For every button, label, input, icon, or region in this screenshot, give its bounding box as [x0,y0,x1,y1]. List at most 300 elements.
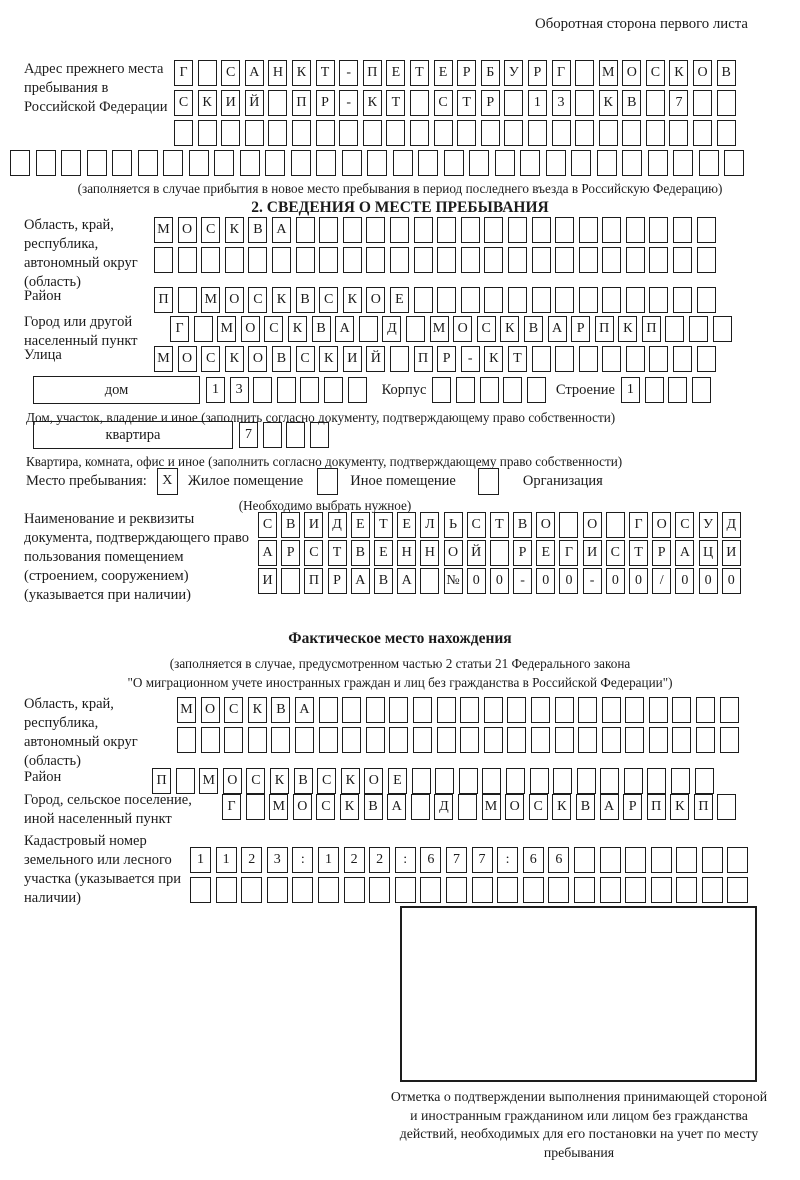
prev-address-rows [174,60,736,150]
char-cell: А [600,794,619,820]
stay-option-other: Иное помещение [350,473,456,489]
char-cell [221,120,240,146]
char-cell [406,316,425,342]
char-cell [418,150,438,176]
char-cell [10,150,30,176]
char-cell: С [675,512,694,538]
char-cell [316,120,335,146]
char-cell [649,247,668,273]
char-cell [673,217,692,243]
char-cell [575,90,594,116]
char-cell [437,287,456,313]
char-cell [724,150,744,176]
char-cell: О [201,697,220,723]
char-cell: О [622,60,641,86]
char-cell: 0 [722,568,741,594]
char-cell [626,287,645,313]
char-cell [177,727,196,753]
char-cell [692,377,711,403]
char-cell: К [225,217,244,243]
char-cell [390,346,409,372]
char-cell [457,120,476,146]
char-cell [366,217,385,243]
char-cell [693,120,712,146]
char-cell: Г [552,60,571,86]
char-cell: Е [390,287,409,313]
char-cell: Р [652,540,671,566]
char-cell: Н [268,60,287,86]
char-cell: В [524,316,543,342]
char-cell: 1 [206,377,225,403]
char-cell: Д [722,512,741,538]
char-cell: К [272,287,291,313]
char-cell [578,727,597,753]
char-cell [484,217,503,243]
char-cell [295,727,314,753]
char-cell: Г [170,316,189,342]
char-cell [348,377,367,403]
char-cell [216,877,237,903]
char-cell [702,847,723,873]
fact-location-title: Фактическое место нахождения [288,630,512,647]
char-cell [458,794,477,820]
char-cell: Г [559,540,578,566]
char-cell [532,346,551,372]
char-cell: Е [351,512,370,538]
char-cell: Г [222,794,241,820]
char-cell: Г [629,512,648,538]
char-cell [296,217,315,243]
char-cell [579,287,598,313]
char-cell [602,287,621,313]
char-cell: П [152,768,171,794]
char-cell [461,247,480,273]
char-cell [508,217,527,243]
char-cell [277,377,296,403]
char-cell: Ц [699,540,718,566]
char-cell: 3 [552,90,571,116]
region-rows [154,217,716,277]
char-cell [460,697,479,723]
char-cell: Е [388,768,407,794]
char-cell [310,422,329,448]
char-cell: 1 [528,90,547,116]
document-block [24,510,741,605]
city-label: Город или другой населенный пункт [24,314,138,349]
char-cell [178,287,197,313]
fact-region-row-2 [177,727,739,753]
char-cell [646,120,665,146]
char-cell [343,247,362,273]
char-cell [497,877,518,903]
char-cell [198,60,217,86]
char-cell: М [430,316,449,342]
char-cell: 2 [369,847,390,873]
char-cell [669,120,688,146]
char-cell: П [414,346,433,372]
char-cell: Б [481,60,500,86]
char-cell [668,377,687,403]
char-cell [504,120,523,146]
char-cell: К [484,346,503,372]
char-cell: К [292,60,311,86]
fact-district-label: Район [24,769,62,785]
char-cell [622,150,642,176]
char-cell [366,727,385,753]
char-cell: 0 [629,568,648,594]
char-cell: В [364,794,383,820]
char-cell [484,727,503,753]
confirmation-stamp-caption: Отметка о подтверждении выполнения принимающей стороной и иностранным гражданином или лицом без гражданства действий, необходимых для его постановки на учет по месту пребывания [390,1089,768,1160]
char-cell [369,877,390,903]
char-cell [194,316,213,342]
char-cell [574,877,595,903]
char-cell [268,120,287,146]
char-cell [649,287,668,313]
char-cell [36,150,56,176]
char-cell: А [335,316,354,342]
char-cell: А [272,217,291,243]
char-cell [548,877,569,903]
char-cell: Т [374,512,393,538]
region-label: Область, край, республика, автономный округ (область) [24,217,138,290]
char-cell: М [599,60,618,86]
char-cell: 0 [699,568,718,594]
char-cell: Д [328,512,347,538]
apartment-field-label: квартира [33,421,233,449]
char-cell: К [340,794,359,820]
char-cell: Д [382,316,401,342]
house-caption: Дом, участок, владение и иное (заполнить согласно документу, подтверждающему право собственности) [26,410,616,425]
char-cell: В [271,697,290,723]
char-cell: К [363,90,382,116]
char-cell [504,90,523,116]
char-cell [414,217,433,243]
char-cell [342,697,361,723]
char-cell: К [341,768,360,794]
char-cell: О [364,768,383,794]
char-cell [359,316,378,342]
cadastral-row-1 [190,847,748,873]
char-cell [214,150,234,176]
char-cell [649,217,668,243]
char-cell [344,877,365,903]
char-cell: С [317,768,336,794]
char-cell [495,150,515,176]
char-cell: К [225,346,244,372]
char-cell [461,217,480,243]
char-cell [366,697,385,723]
char-cell [414,287,433,313]
char-cell: С [201,217,220,243]
char-cell [292,877,313,903]
char-cell: С [258,512,277,538]
prev-address-row-4 [10,150,744,176]
cadastral-row-2 [190,877,748,903]
char-cell [602,247,621,273]
char-cell [319,217,338,243]
char-cell [578,697,597,723]
char-cell: : [292,847,313,873]
char-cell: 0 [675,568,694,594]
cadastral-rows [190,847,748,907]
char-cell [625,877,646,903]
char-cell: О [693,60,712,86]
char-cell: И [583,540,602,566]
char-cell [672,697,691,723]
char-cell [461,287,480,313]
char-cell [574,847,595,873]
char-cell: - [513,568,532,594]
char-cell: 1 [216,847,237,873]
prev-address-label: Адрес прежнего места пребывания в Российской Федерации [24,61,168,115]
char-cell [248,247,267,273]
char-cell: 7 [446,847,467,873]
char-cell [395,877,416,903]
char-cell [673,247,692,273]
char-cell: Г [174,60,193,86]
char-cell: 7 [472,847,493,873]
char-cell [460,727,479,753]
char-cell: И [258,568,277,594]
char-cell [246,794,265,820]
street-block [24,346,716,372]
char-cell: В [294,768,313,794]
region-row-1 [154,217,716,243]
char-cell: Н [420,540,439,566]
char-cell: С [477,316,496,342]
char-cell [673,346,692,372]
char-cell [410,90,429,116]
char-cell [696,727,715,753]
char-cell: В [248,217,267,243]
char-cell [414,247,433,273]
char-cell [286,422,305,448]
char-cell: М [177,697,196,723]
char-cell: А [548,316,567,342]
char-cell [546,150,566,176]
fact-location-caption-2: "О миграционном учете иностранных граждан и лиц без гражданства в Российской Федерации") [127,675,673,690]
prev-address-caption: (заполняется в случае прибытия в новое место пребывания в период последнего въезда в Российскую Федерацию) [77,181,723,196]
char-cell [112,150,132,176]
char-cell: В [312,316,331,342]
char-cell [532,287,551,313]
fact-region-block [24,695,739,771]
char-cell: С [529,794,548,820]
char-cell: К [319,346,338,372]
char-cell [555,247,574,273]
char-cell [469,150,489,176]
stroenie-row [621,377,711,403]
char-cell: И [722,540,741,566]
char-cell [720,697,739,723]
char-cell [224,727,243,753]
char-cell [198,120,217,146]
char-cell [672,727,691,753]
char-cell [645,377,664,403]
char-cell [503,377,522,403]
char-cell [393,150,413,176]
char-cell: Е [397,512,416,538]
char-cell: П [595,316,614,342]
char-cell [201,727,220,753]
char-cell [689,316,708,342]
char-cell: О [583,512,602,538]
char-cell: Д [434,794,453,820]
char-cell [602,217,621,243]
stay-option-residential: Жилое помещение [187,473,304,489]
char-cell [602,697,621,723]
char-cell: М [199,768,218,794]
char-cell: С [221,60,240,86]
apartment-row [239,422,329,448]
char-cell: А [245,60,264,86]
char-cell: С [319,287,338,313]
char-cell: Ь [444,512,463,538]
char-cell [138,150,158,176]
char-cell: М [482,794,501,820]
char-cell: - [339,90,358,116]
char-cell [420,877,441,903]
apartment-block [33,421,329,449]
char-cell [625,697,644,723]
char-cell: О [225,287,244,313]
char-cell [386,120,405,146]
char-cell [342,727,361,753]
char-cell [178,247,197,273]
document-row-1 [258,512,741,538]
char-cell: П [154,287,173,313]
char-cell: X [157,468,178,495]
char-cell: Т [457,90,476,116]
prev-address-block [24,60,736,150]
char-cell: А [387,794,406,820]
char-cell [625,727,644,753]
document-label: Наименование и реквизиты документа, подтверждающего право пользования помещением (строением, сооружением) (указывается при наличии) [24,511,250,603]
char-cell: К [288,316,307,342]
char-cell: С [296,346,315,372]
char-cell: - [461,346,480,372]
house-field-label: дом [33,376,200,404]
char-cell [648,150,668,176]
char-cell: Л [420,512,439,538]
char-cell [622,120,641,146]
char-cell: 0 [606,568,625,594]
char-cell [472,877,493,903]
char-cell [263,422,282,448]
char-cell: - [583,568,602,594]
char-cell: П [642,316,661,342]
char-cell [649,346,668,372]
char-cell [575,60,594,86]
char-cell: А [295,697,314,723]
char-cell [649,697,668,723]
char-cell: С [467,512,486,538]
char-cell [154,247,173,273]
fact-city-label: Город, сельское поселение, иной населенный пункт [24,792,192,827]
char-cell: П [292,90,311,116]
char-cell: 2 [241,847,262,873]
char-cell [318,877,339,903]
char-cell: П [363,60,382,86]
char-cell: О [178,346,197,372]
document-row-3 [258,568,741,594]
char-cell: Т [629,540,648,566]
char-cell [676,847,697,873]
char-cell [413,697,432,723]
char-cell [531,697,550,723]
char-cell: С [246,768,265,794]
district-row [154,287,716,313]
char-cell [693,90,712,116]
cadastral-block [24,832,748,908]
korpus-row [432,377,545,403]
char-cell: Е [374,540,393,566]
char-cell [367,150,387,176]
char-cell [174,120,193,146]
char-cell [389,697,408,723]
korpus-label: Корпус [381,382,427,398]
char-cell [390,247,409,273]
char-cell [296,247,315,273]
char-cell [245,120,264,146]
char-cell [480,377,499,403]
char-cell [579,217,598,243]
char-cell [317,468,338,495]
char-cell [390,217,409,243]
city-row [170,316,732,342]
char-cell [316,150,336,176]
char-cell: В [374,568,393,594]
char-cell: Й [245,90,264,116]
char-cell [292,120,311,146]
prev-address-row-3 [174,120,736,146]
char-cell [189,150,209,176]
char-cell [484,287,503,313]
char-cell: 6 [548,847,569,873]
char-cell: Т [316,60,335,86]
char-cell [389,727,408,753]
char-cell [240,150,260,176]
char-cell: С [304,540,323,566]
house-block [33,376,711,404]
char-cell: У [699,512,718,538]
char-cell [579,346,598,372]
char-cell [626,346,645,372]
char-cell: К [500,316,519,342]
char-cell: О [178,217,197,243]
char-cell: С [201,346,220,372]
char-cell: 7 [239,422,258,448]
section2-title: 2. СВЕДЕНИЯ О МЕСТЕ ПРЕБЫВАНИЯ [251,199,549,216]
char-cell: М [269,794,288,820]
char-cell [248,727,267,753]
char-cell [720,727,739,753]
char-cell [484,247,503,273]
char-cell [508,287,527,313]
char-cell: С [434,90,453,116]
char-cell: 0 [559,568,578,594]
char-cell [520,150,540,176]
char-cell: М [217,316,236,342]
char-cell [626,217,645,243]
char-cell: / [652,568,671,594]
char-cell [291,150,311,176]
char-cell [319,727,338,753]
char-cell: С [264,316,283,342]
cadastral-label: Кадастровый номер земельного или лесного участка (указывается при наличии) [24,833,181,906]
char-cell [727,877,748,903]
